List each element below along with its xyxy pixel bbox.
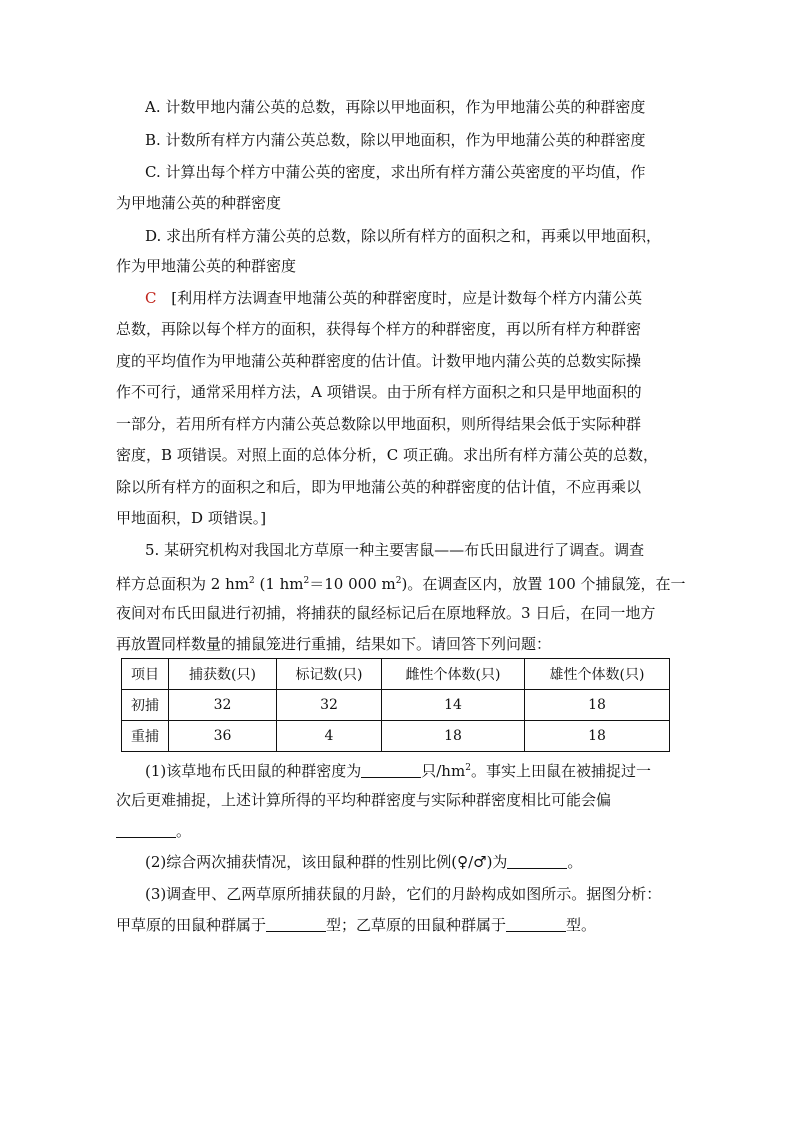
option-b: B. 计数所有样方内蒲公英总数，除以甲地面积，作为甲地蒲公英的种群密度 [145,131,646,149]
q5-l2-sup-1: 2 [248,576,255,586]
q5-l2-part-a: 样方总面积为 2 hm [116,575,249,593]
option-c-continued: 为甲地蒲公英的种群密度 [116,194,282,212]
q5-l2-sup-3: 2 [395,576,402,586]
capture-data-table [121,658,670,752]
answer-line-5: 一部分，若用所有样方内蒲公英总数除以甲地面积，则所得结果会低于实际种群 [116,415,642,433]
q5-l2-part-b: (1 hm [254,575,304,593]
sq1-text-a: (1)该草地布氏田鼠的种群密度为 [145,762,362,780]
table-cell: 18 [525,690,670,721]
table-header-cell: 雄性个体数(只) [525,659,670,690]
answer-line-3: 度的平均值作为甲地蒲公英种群密度的估计值。计数甲地内蒲公英的总数实际操 [116,352,642,370]
answer-line-7: 除以所有样方的面积之和后，即为甲地蒲公英的种群密度的估计值，不应再乘以 [116,478,642,496]
table-cell: 重捕 [122,721,169,752]
sq3-text-a: 甲草原的田鼠种群属于 [116,916,267,934]
answer-blank[interactable] [506,917,566,932]
question-5-line-1: 5. 某研究机构对我国北方草原一种主要害鼠——布氏田鼠进行了调查。调查 [145,541,645,559]
q5-l2-part-c: ＝10 000 m [309,575,396,593]
option-d: D. 求出所有样方蒲公英的总数，除以所有样方的面积之和，再乘以甲地面积， [145,227,662,245]
q5-l2-part-d: )。在调查区内，放置 100 个捕鼠笼，在一 [401,575,686,593]
question-5-line-3: 夜间对布氏田鼠进行初捕，将捕获的鼠经标记后在原地释放。3 日后，在同一地方 [116,604,656,622]
table-row [122,721,670,752]
answer-blank[interactable] [361,763,421,778]
table-header-cell: 雌性个体数(只) [382,659,525,690]
answer-line-2: 总数，再除以每个样方的面积，获得每个样方的种群密度，再以所有样方种群密 [116,320,642,338]
sq2-end: 。 [567,853,583,871]
sub-question-2 [145,852,582,872]
question-5-line-2 [116,571,686,594]
option-a: A. 计数甲地内蒲公英的总数，再除以甲地面积，作为甲地蒲公英的种群密度 [145,98,646,116]
table-cell: 36 [169,721,277,752]
table-cell: 18 [525,721,670,752]
answer-line-4: 作不可行，通常采用样方法，A 项错误。由于所有样方面积之和只是甲地面积的 [116,383,642,401]
table-cell: 14 [382,690,525,721]
table-cell: 18 [382,721,525,752]
sq1-text-c: 。事实上田鼠在被捕捉过一 [470,762,651,780]
answer-text-1: [利用样方法调查甲地蒲公英的种群密度时，应是计数每个样方内蒲公英 [171,289,643,307]
option-c: C. 计算出每个样方中蒲公英的密度，求出所有样方蒲公英密度的平均值，作 [145,163,646,181]
table-header-cell: 标记数(只) [277,659,382,690]
answer-line-6: 密度，B 项错误。对照上面的总体分析，C 项正确。求出所有样方蒲公英的总数， [116,446,659,464]
question-5-line-4: 再放置同样数量的捕鼠笼进行重捕，结果如下。请回答下列问题： [116,635,552,653]
table-header-cell: 捕获数(只) [169,659,277,690]
sub-question-3-line-2 [116,915,596,935]
answer-letter: C [145,289,157,307]
sq1-sup: 2 [465,763,471,773]
answer-blank[interactable] [507,854,567,869]
sub-question-1-line-1 [145,758,651,781]
sq3-text-b: 型；乙草原的田鼠种群属于 [326,916,507,934]
answer-line-1 [145,288,642,308]
table-cell: 32 [277,690,382,721]
answer-blank[interactable] [266,917,326,932]
sq1-text-b: 只/hm [421,762,466,780]
answer-blank[interactable] [116,823,176,838]
table-row [122,690,670,721]
q5-l2-sup-2: 2 [303,576,310,586]
table-header-row [122,659,670,690]
option-d-continued: 作为甲地蒲公英的种群密度 [116,257,297,275]
sub-question-3-line-1: (3)调查甲、乙两草原所捕获鼠的月龄，它们的月龄构成如图所示。据图分析： [145,885,662,903]
sq2-text: (2)综合两次捕获情况，该田鼠种群的性别比例(♀/♂)为 [145,853,508,871]
answer-line-8: 甲地面积，D 项错误。] [116,509,267,527]
table-header-cell: 项目 [122,659,169,690]
table-cell: 32 [169,690,277,721]
sub-question-1-line-3 [116,821,191,841]
sq1-end: 。 [176,822,192,840]
sub-question-1-line-2: 次后更难捕捉，上述计算所得的平均种群密度与实际种群密度相比可能会偏 [116,791,612,809]
table-cell: 初捕 [122,690,169,721]
sq3-text-c: 型。 [566,916,597,934]
table-cell: 4 [277,721,382,752]
